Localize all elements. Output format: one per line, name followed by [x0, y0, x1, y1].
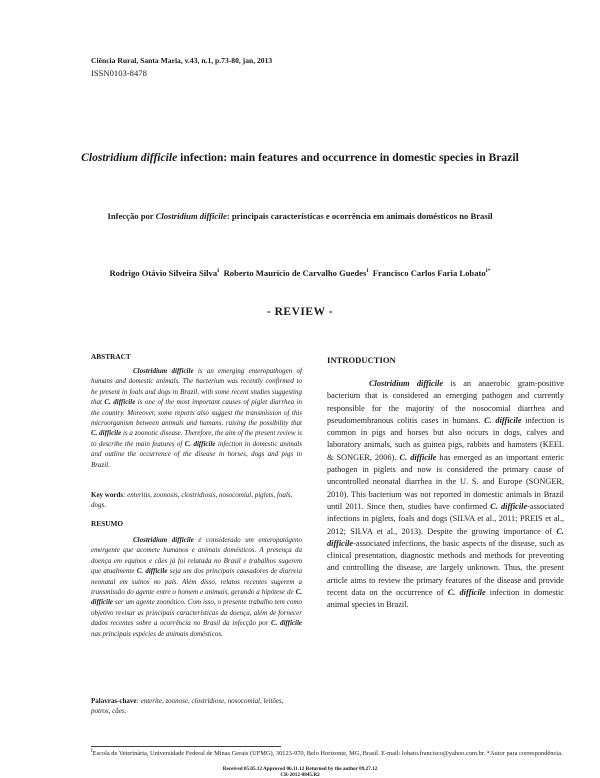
- resumo-bold: C. difficile: [91, 588, 302, 607]
- footnote-marker: I: [91, 749, 93, 754]
- resumo-span: seja um dos principais causadores de diarreia neonatal em suínos no país. Além disso, relatos recentes sugerem a transmissão do agente entre o homem e animais, gerando a hipótese de: [91, 567, 302, 597]
- received-dates: Received 05.05.12 Approved 06.11.12 Returned by the author 09.27.12: [222, 766, 378, 772]
- intro-bold: C. difficile: [490, 501, 528, 511]
- resumo-bold: C. difficile: [270, 619, 302, 628]
- abstract-bold: C. difficile: [91, 429, 122, 438]
- resumo-text: [91, 535, 302, 639]
- author-name: Francisco Carlos Faria Lobato: [372, 268, 486, 278]
- abstract-span: is one of the most important causes of piglet diarrhea in the country. Moreover, some reports also suggest the transmission of this microorganism between animals and humans, raising the possibility that: [91, 398, 303, 428]
- author-name: Roberto Maurício de Carvalho Guedes: [223, 268, 367, 278]
- introduction-text: [327, 378, 564, 612]
- intro-span: -associated infections in piglets, foals and dogs (SILVA et al., 2011; PREIS et al., 2012; SILVA et al., 2013). Despite the growing importance of: [327, 501, 564, 536]
- abstract-bold: C. difficile: [104, 398, 136, 407]
- subtitle-rest: : principais características e ocorrência em animais domésticos no Brasil: [226, 211, 493, 221]
- resumo-span: nas principais espécies de animais domésticos.: [91, 629, 223, 638]
- paper-subtitle: [100, 211, 500, 222]
- issn: ISSN0103-8478: [91, 68, 147, 78]
- title-rest: infection: main features and occurrence in domestic species in Brazil: [177, 151, 519, 164]
- abstract-text: [91, 366, 302, 470]
- intro-bold: C. difficile: [484, 415, 522, 425]
- intro-bold: C. difficile: [327, 526, 564, 548]
- resumo-span: ser um agente zoonótico. Com isso, o presente trabalho tem como objetivo revisar as principais características da doença, além de fornecer dados recentes sobre a ocorrência no Brasil da infecção por: [91, 598, 302, 628]
- received-info: [120, 766, 480, 778]
- intro-bold: C. difficile: [399, 452, 437, 462]
- palavras-label: Palavras-chave: [91, 697, 137, 705]
- resumo-heading: RESUMO: [91, 519, 124, 528]
- intro-span: is an anaerobic gram-positive bacterium that is considered an emerging pathogen and currently responsible for the majority of the nosocomial diarrhea and pseudomembranous colitis cases in humans.: [327, 379, 564, 425]
- abstract-heading: ABSTRACT: [91, 352, 131, 361]
- author-affiliation: I: [217, 268, 220, 275]
- intro-bold: C. difficile: [447, 588, 486, 598]
- section-label: - REVIEW -: [266, 306, 334, 318]
- footnote: [91, 747, 564, 758]
- palavras-chave: [91, 696, 302, 717]
- intro-lead: Clostridium difficile: [369, 379, 444, 388]
- author-name: Rodrigo Otávio Silveira Silva: [109, 268, 218, 278]
- keywords: [91, 490, 302, 511]
- subtitle-prefix: Infecção por: [107, 211, 156, 221]
- abstract-span: infection in domestic animals and outline the occurrence of the disease in horses, dogs and pigs in Brazil.: [91, 439, 302, 469]
- introduction-heading: INTRODUCTION: [327, 355, 396, 365]
- manuscript-id: CR-2012-0845.R2: [280, 772, 320, 778]
- title-italic: Clostridium difficile: [81, 151, 178, 164]
- subtitle-italic: Clostridium difficile: [155, 211, 227, 221]
- resumo-bold: C. difficile: [136, 567, 168, 576]
- abstract-lead: Clostridium difficile: [133, 367, 194, 375]
- journal-header: Ciência Rural, Santa Maria, v.43, n.1, p.73-80, jan, 2013: [91, 56, 273, 65]
- palavras-list: : enterite, zoonose, clostridiose, nosocomial, leitões, potros, cães.: [91, 697, 284, 716]
- abstract-span: is a zoonotic disease. Therefore, the aim of the present review is to describe the main features of: [91, 429, 302, 448]
- intro-span: infection is common in pigs and horses but also occurs in dogs, calves and laboratory animals, such as guinea pigs, rabbits and hamsters (KEEL & SONGER, 2006).: [327, 415, 565, 462]
- resumo-lead: Clostridium difficile: [133, 536, 194, 544]
- resumo-span: é considerado um enteropatógeno emergente que acomete humanos e animais domésticos. A presença da doença em equinos e cães já foi relatada no Brasil e trabalhos sugerem que atualmente: [91, 536, 302, 576]
- author-affiliation: I*: [485, 268, 491, 275]
- author-list: [20, 268, 580, 278]
- intro-span: infection in domestic animal species in Brazil.: [327, 588, 564, 610]
- footnote-text: Escola de Veterinária, Universidade Federal de Minas Gerais (UFMG), 30123-970, Belo Horizonte, MG, Brasil. E-mail: lobato.francisco@yahoo.com.br. *Autor para correspondência.: [92, 750, 563, 758]
- paper-title: [40, 151, 560, 164]
- keywords-list: : enteritis, zoonosis, clostridiosis, nosocomial, piglets, foals, dogs.: [91, 491, 293, 510]
- intro-span: has emerged as an important enteric pathogen in piglets and now is considered the primary cause of uncontrolled neonatal diarrhea in the U. S. and Europe (SONGER, 2010). This bacterium was not reported in domestic animals in Brazil until 2011. Since then, studies have confirmed: [327, 452, 564, 511]
- abstract-span: is an emerging enteropathogen of humans and domestic animals. The bacterium was recently confirmed to be present in foals and dogs in Brazil, with some recent studies suggesting that: [91, 367, 303, 407]
- keywords-label: Key words: [91, 491, 124, 499]
- author-affiliation: I: [366, 268, 369, 275]
- intro-span: -associated infections, the basic aspects of the disease, such as clinical presentation, diagnostic methods and methods for preventing and controlling the disease, are largely unknown. Thus, the present article aims to review the primary features of the disease and provide recent data on the occurrence of: [327, 538, 564, 598]
- abstract-bold: C. difficile: [184, 439, 216, 448]
